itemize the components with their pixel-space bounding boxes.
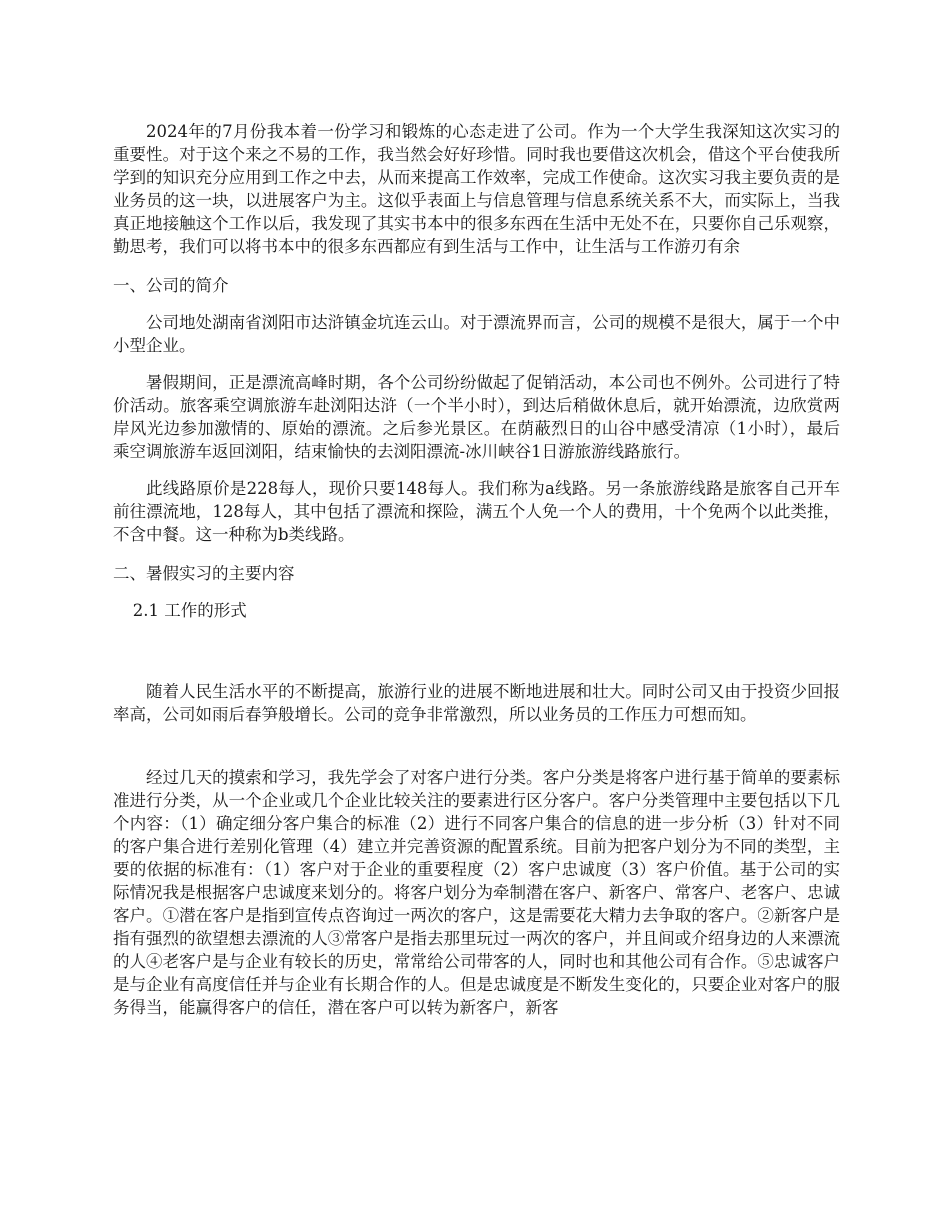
customer-classification-paragraph: 经过几天的摸索和学习，我先学会了对客户进行分类。客户分类是将客户进行基于简单的要素标准进行分类，从一个企业或几个企业比较关注的要素进行区分客户。客户分类管理中主要包括以下几个内容：（1）确定细分客户集合的标准（2）进行不同客户集合的信息的进一步分析（3）针对不同的客户集合进行差别化管理（4）建立并完善资源的配置系统。目前为把客户划分为不同的类型，主要的依据的标准有：（1）客户对于企业的重要程度（2）客户忠诚度（3）客户价值。基于公司的实际情况我是根据客户忠诚度来划分的。将客户划分为牵制潜在客户、新客户、常客户、老客户、忠诚客户。①潜在客户是指到宣传点咨询过一两次的客户，这是需要花大精力去争取的客户。②新客户是指有强烈的欲望想去漂流的人③常客户是指去那里玩过一两次的客户，并且间或介绍身边的人来漂流的人④老客户是与企业有较长的历史，常常给公司带客的人，同时也和其他公司有合作。⑤忠诚客户是与企业有高度信任并与企业有长期合作的人。但是忠诚度是不断发生变化的，只要企业对客户的服务得当，能赢得客户的信任，潜在客户可以转为新客户，新客 <box>113 768 840 1017</box>
document-body <box>113 120 840 1019</box>
route-pricing-paragraph: 此线路原价是228每人，现价只要148每人。我们称为a线路。另一条旅游线路是旅客自己开车前往漂流地，128每人，其中包括了漂流和探险，满五个人免一个人的费用，十个免两个以此类推，不含中餐。这一种称为b类线路。 <box>113 479 840 544</box>
industry-competition-paragraph: 随着人民生活水平的不断提高，旅游行业的进展不断地进展和壮大。同时公司又由于投资少回报率高，公司如雨后春笋般增长。公司的竞争非常激烈，所以业务员的工作压力可想而知。 <box>113 682 840 724</box>
section-2-heading: 二、暑假实习的主要内容 <box>113 564 295 583</box>
section-2-1-heading: 2.1 工作的形式 <box>132 601 247 620</box>
section-1-heading: 一、公司的简介 <box>113 276 229 295</box>
summer-promotion-paragraph: 暑假期间，正是漂流高峰时期，各个公司纷纷做起了促销活动，本公司也不例外。公司进行了特价活动。旅客乘空调旅游车赴浏阳达浒（一个半小时），到达后稍做休息后，就开始漂流，边欣赏两岸风光边参加激情的、原始的漂流。之后参光景区。在荫蔽烈日的山谷中感受清凉（1小时），最后乘空调旅游车返回浏阳，结束愉快的去浏阳漂流-冰川峡谷1日游旅游线路旅行。 <box>113 373 840 461</box>
company-profile-paragraph: 公司地处湖南省浏阳市达浒镇金坑连云山。对于漂流界而言，公司的规模不是很大，属于一个中小型企业。 <box>113 313 840 355</box>
intro-paragraph: 2024年的7月份我本着一份学习和锻炼的心态走进了公司。作为一个大学生我深知这次实习的重要性。对于这个来之不易的工作，我当然会好好珍惜。同时我也要借这次机会，借这个平台使我所学到的知识充分应用到工作之中去，从而来提高工作效率，完成工作使命。这次实习我主要负责的是业务员的这一块，以进展客户为主。这似乎表面上与信息管理与信息系统关系不大，而实际上，当我真正地接触这个工作以后，我发现了其实书本中的很多东西在生活中无处不在，只要你自己乐观察，勤思考，我们可以将书本中的很多东西都应有到生活与工作中，让生活与工作游刃有余 <box>113 122 840 256</box>
